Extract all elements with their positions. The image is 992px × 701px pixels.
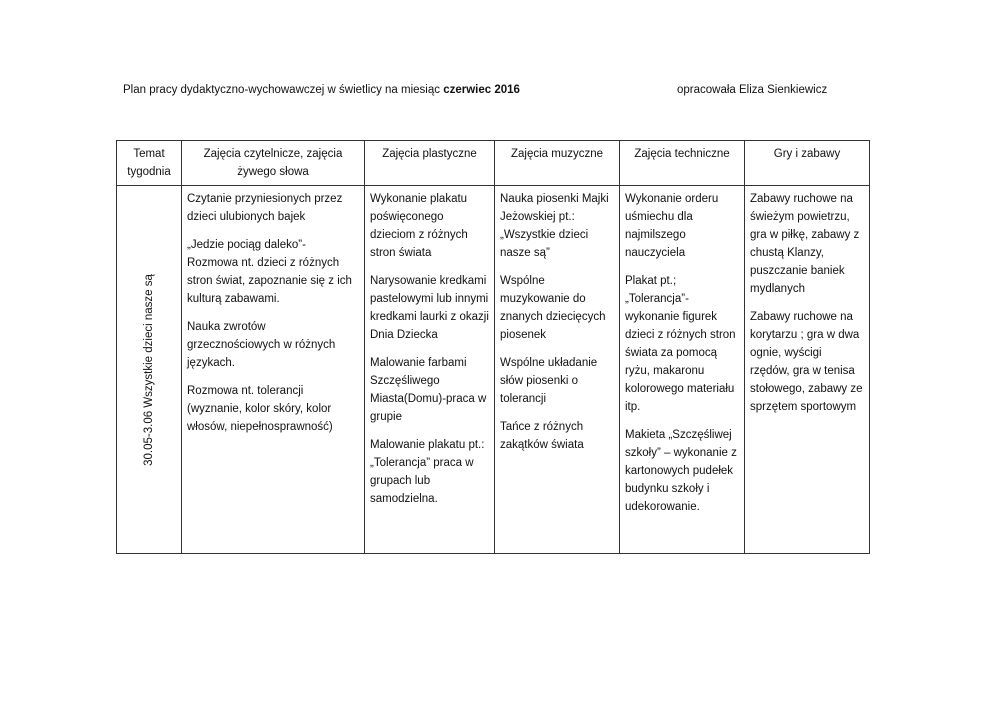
- reading-item: Nauka zwrotów grzecznościowych w różnych językach.: [187, 321, 336, 369]
- technical-item: Makieta „Szczęśliwej szkoły” – wykonanie z kartonowych pudełek budynku szkoły i udekorowanie.: [625, 429, 737, 513]
- games-cell: [745, 186, 870, 554]
- reading-item: Czytanie przyniesionych przez dzieci ulubionych bajek: [187, 193, 343, 223]
- art-item: Narysowanie kredkami pastelowymi lub innymi kredkami laurki z okazji Dnia Dziecka: [370, 275, 489, 341]
- table-header-row: [117, 141, 870, 186]
- header-music: Zajęcia muzyczne: [495, 141, 620, 186]
- technical-item: Plakat pt.; „Tolerancja”- wykonanie figurek dzieci z różnych stron świata za pomocą ryżu, makaronu kolorowego materiału itp.: [625, 275, 736, 413]
- reading-cell: [182, 186, 365, 554]
- games-item: Zabawy ruchowe na korytarzu ; gra w dwa ognie, wyścigi rzędów, gra w tenisa stołowego, zabawy ze sprzętem sportowym: [750, 311, 863, 413]
- header-week-topic: Temat tygodnia: [117, 141, 182, 186]
- page-title: [123, 83, 520, 97]
- header-technical: Zajęcia techniczne: [620, 141, 745, 186]
- title-text: Plan pracy dydaktyczno-wychowawczej w świetlicy na miesiąc: [123, 84, 444, 96]
- header-games: Gry i zabawy: [745, 141, 870, 186]
- art-item: Wykonanie plakatu poświęconego dzieciom z różnych stron świata: [370, 193, 468, 259]
- author-note: opracowała Eliza Sienkiewicz: [677, 84, 828, 96]
- technical-cell: [620, 186, 745, 554]
- music-item: Wspólne muzykowanie do znanych dziecięcych piosenek: [500, 275, 606, 341]
- art-item: Malowanie plakatu pt.: „Tolerancja” praca w grupach lub samodzielna.: [370, 439, 485, 505]
- games-item: Zabawy ruchowe na świeżym powietrzu, gra w piłkę, zabawy z chustą Klanzy, puszczanie baniek mydlanych: [750, 193, 860, 295]
- music-cell: [495, 186, 620, 554]
- reading-item: „Jedzie pociąg daleko”- Rozmowa nt. dzieci z różnych stron świat, zapoznanie się z ich kulturą zabawami.: [187, 239, 352, 305]
- plan-table: [116, 140, 870, 554]
- music-item: Nauka piosenki Majki Jeżowskiej pt.: „Wszystkie dzieci nasze są”: [500, 193, 609, 259]
- header-reading: Zajęcia czytelnicze, zajęcia żywego słowa: [182, 141, 365, 186]
- header-art: Zajęcia plastyczne: [365, 141, 495, 186]
- art-cell: [365, 186, 495, 554]
- technical-item: Wykonanie orderu uśmiechu dla najmilszego nauczyciela: [625, 193, 719, 259]
- title-month: czerwiec 2016: [443, 84, 520, 96]
- week-topic-cell: [117, 186, 182, 554]
- art-item: Malowanie farbami Szczęśliwego Miasta(Domu)-praca w grupie: [370, 357, 487, 423]
- music-item: Wspólne układanie słów piosenki o tolerancji: [500, 357, 598, 405]
- table-row: [117, 186, 870, 554]
- music-item: Tańce z różnych zakątków świata: [500, 421, 584, 451]
- reading-item: Rozmowa nt. tolerancji (wyznanie, kolor skóry, kolor włosów, niepełnosprawność): [187, 385, 333, 433]
- week-topic-label: 30.05-3.06 Wszystkie dzieci nasze są: [143, 273, 155, 466]
